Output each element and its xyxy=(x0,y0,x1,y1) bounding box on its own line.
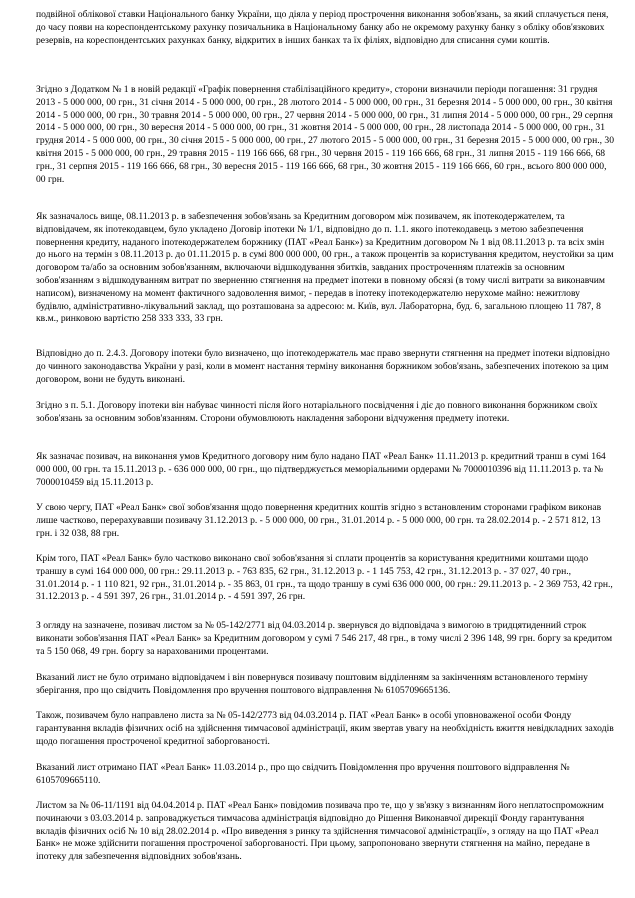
paragraph-demand-letter: З огляду на зазначене, позивач листом за № 05-142/2771 від 04.03.2014 р. звернувся до відповідача з вимогою в тридцятиденний строк виконати зобов'язання ПАТ «Реал Банк» за Кредитним договором у сумі 7 546 217, 48 грн., в тому числі 2 396 148, 99 грн. боргу за кредитом та 5 150 068, 49 грн. боргу за нарахованими процентами. xyxy=(36,620,613,657)
paragraph-mortgage-agreement: Як зазначалось вище, 08.11.2013 р. в забезпечення зобов'язань за Кредитним договором між позивачем, як іпотекодержателем, та відповідачем, як іпотекодавцем, було укладено Договір іпотеки № 1/1, відповідно до п. 1.1. якого іпотекодавець з метою забезпечення повернення кредиту, наданого іпотекодержателем боржнику (ПАТ «Реал Банк») за Кредитним договором № 1 від 08.11.2013 р. та всіх змін до нього на термін з 08.11.2013 р. до 01.11.2015 р. в сумі 800 000 000, 00 грн., а також процентів за користування кредитом, неустойки за цим договором та/або за основним зобов'язанням, включаючи відшкодування збитків, завданих простроченням платежів за основним зобов'язанням з відшкодуванням витрат по зверненню стягнення на предмет іпотеки в повному обсязі (в тому числі витрати за виконавчим написом), визначеному на момент фактичного задоволення вимог, - передав в іпотеку іпотекодержателю нерухоме майно: нежитлову будівлю, адміністративно-лікувальний заклад, що розташована за адресою: м. Київ, вул. Лабораторна, буд. 6, загальною площею 11 787, 8 кв.м., ринковою вартістю 258 333 333, 33 грн. xyxy=(36,211,614,325)
paragraph-mortgage-clause-243: Відповідно до п. 2.4.3. Договору іпотеки було визначено, що іпотекодержатель має право звернути стягнення на предмет іпотеки відповідно до чинного законодавства України у разі, коли в момент настання терміну виконання боржником зобов'язань, забезпечених іпотекою за цим договором, вони не будуть виконані. xyxy=(36,348,610,385)
paragraph-bank-response: Листом за № 06-11/1191 від 04.04.2014 р. ПАТ «Реал Банк» повідомив позивача про те, що у зв'язку з визнанням його неплатоспроможним починаючи з 03.03.2014 р. запроваджується тимчасова адміністрація відповідно до Рішення Виконавчої дирекції Фонду гарантування вкладів фізичних осіб № 10 від 28.02.2014 р. «Про виведення з ринку та здійснення тимчасової адміністрації», з огляду на що ПАТ «Реал Банк» не може здійснити погашення простроченої заборгованості. При цьому, запропоновано звернути стягнення на майно, передане в іпотеку для забезпечення відповідних зобов'язань. xyxy=(36,800,604,863)
paragraph-letter-returned: Вказаний лист не було отримано відповідачем і він повернувся позивачу поштовим відділенням за закінченням встановленого терміну зберігання, про що свідчить Повідомлення про вручення поштового відправлення № 6105709665136. xyxy=(36,672,588,696)
paragraph-repayment-schedule: Згідно з Додатком № 1 в новій редакції «Графік повернення стабілізаційного кредиту», сторони визначили періоди погашення: 31 грудня 2013 - 5 000 000, 00 грн., 31 січня 2014 - 5 000 000, 00 грн., 28 лютого 2014 - 5 000 000, 00 грн., 31 березня 2014 - 5 000 000, 00 грн., 30 квітня 2014 - 5 000 000, 00 грн., 30 травня 2014 - 5 000 000, 00 грн., 27 червня 2014 - 5 000 000, 00 грн., 31 липня 2014 - 5 000 000, 00 грн., 29 серпня 2014 - 5 000 000, 00 грн., 30 вересня 2014 - 5 000 000, 00 грн., 31 жовтня 2014 - 5 000 000, 00 грн., 28 листопада 2014 - 5 000 000, 00 грн., 31 грудня 2014 - 5 000 000, 00 грн., 30 січня 2015 - 5 000 000, 00 грн., 27 лютого 2015 - 5 000 000, 00 грн., 31 березня 2015 - 5 000 000, 00 грн., 30 квітня 2015 - 5 000 000, 00 грн., 29 травня 2015 - 119 166 666, 68 грн., 30 червня 2015 - 119 166 666, 68 грн., 31 липня 2015 - 119 166 666, 68 грн., 31 серпня 2015 - 119 166 666, 68 грн., 30 вересня 2015 - 119 166 666, 68 грн., 30 жовтня 2015 - 119 166 666, 60 грн., всього 800 000 000, 00 грн. xyxy=(36,84,615,185)
paragraph-mortgage-clause-51: Згідно з п. 5.1. Договору іпотеки він набуває чинності після його нотаріального посвідчення і діє до повного виконання боржником своїх зобов'язань за основним зобов'язанням. Сторони обумовлюють накладення заборони відчуження предмету іпотеки. xyxy=(36,400,598,424)
paragraph-interest-penalty: подвійної облікової ставки Національного банку України, що діяла у період прострочення виконання зобов'язань, за який сплачується пеня, до часу появи на кореспондентському рахунку позичальника в Національному банку або не окремому рахунку банку з обліку обов'язкових резервів, на кореспондентських рахунках банку, відкритих в інших банках та їх філіях, відповідно для списання суми коштів. xyxy=(36,9,609,46)
paragraph-partial-repayment: У свою чергу, ПАТ «Реал Банк» свої зобов'язання щодо повернення кредитних коштів згідно з встановленим сторонами графіком виконав лише частково, перерахувавши позивачу 31.12.2013 р. - 5 000 000, 00 грн., 31.01.2014 р. - 5 000 000, 00 грн. та 28.02.2014 р. - 2 571 812, 13 грн. і 32 038, 88 грн. xyxy=(36,502,602,539)
paragraph-letter-received: Вказаний лист отримано ПАТ «Реал Банк» 11.03.2014 р., про що свідчить Повідомлення про вручення поштового відправлення № 6105709665110. xyxy=(36,762,570,786)
paragraph-second-letter: Також, позивачем було направлено листа за № 05-142/2773 від 04.03.2014 р. ПАТ «Реал Банк» в особі уповноваженої особи Фонду гарантування вкладів фізичних осіб на здійснення тимчасової адміністрації, яким звертав увагу на необхідність вжиття невідкладних заходів щодо погашення простроченої кредитної заборгованості. xyxy=(36,710,614,747)
paragraph-interest-payments: Крім того, ПАТ «Реал Банк» було частково виконано свої зобов'язання зі сплати процентів за користування кредитними коштами щодо траншу в сумі 164 000 000, 00 грн.: 29.11.2013 р. - 763 835, 62 грн., 31.12.2013 р. - 1 145 753, 42 грн., 31.12.2013 р. - 37 027, 40 грн., 31.01.2014 р. - 1 110 821, 92 грн., 31.01.2014 р. - 35 863, 01 грн., та щодо траншу в сумі 636 000 000, 00 грн.: 29.11.2013 р. - 2 369 753, 42 грн., 31.12.2013 р. - 4 591 397, 26 грн., 31.01.2014 р. - 4 591 397, 26 грн. xyxy=(36,553,613,603)
paragraph-credit-tranches: Як зазначає позивач, на виконання умов Кредитного договору ним було надано ПАТ «Реал Банк» 11.11.2013 р. кредитний транш в сумі 164 000 000, 00 грн. та 15.11.2013 р. - 636 000 000, 00 грн., що підтверджується меморіальними ордерами № 7000010396 від 11.11.2013 р. та № 7000010459 від 15.11.2013 р. xyxy=(36,451,606,488)
